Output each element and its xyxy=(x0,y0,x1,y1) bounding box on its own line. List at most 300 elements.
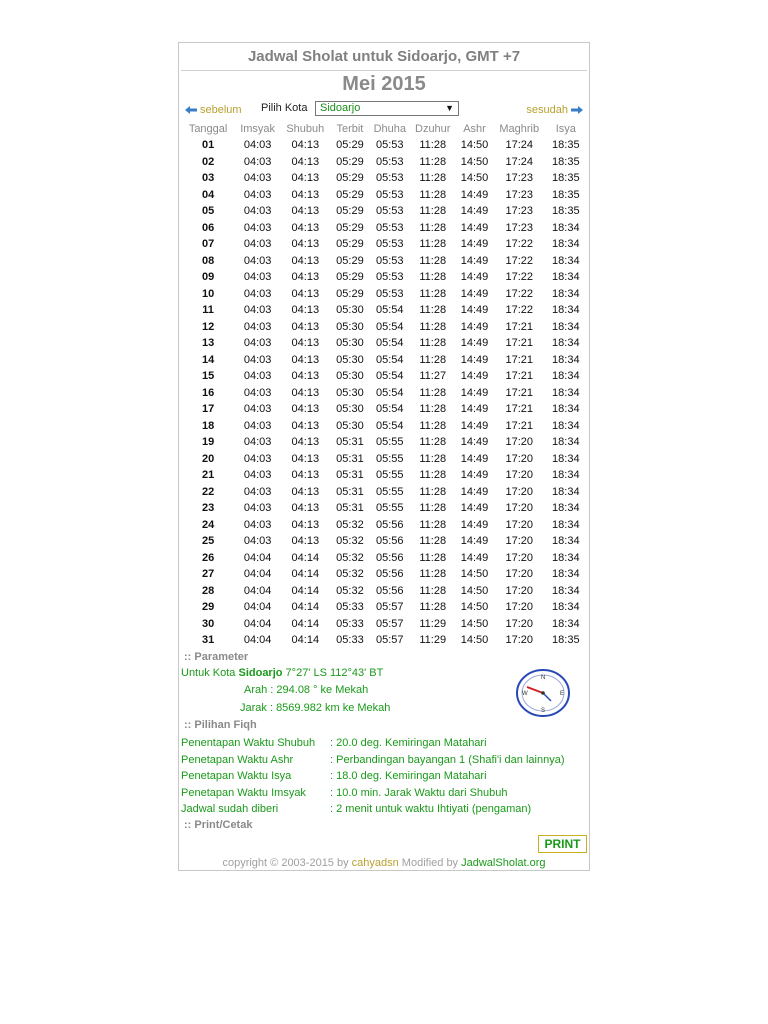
day-cell: 09 xyxy=(201,271,215,284)
time-cell: 04:13 xyxy=(291,155,320,168)
time-cell: 17:20 xyxy=(505,584,534,597)
time-cell: 14:49 xyxy=(460,452,489,465)
time-cell: 04:13 xyxy=(291,271,320,284)
copyright-text: copyright © 2003-2015 by xyxy=(222,857,352,869)
time-cell: 05:29 xyxy=(336,221,364,234)
time-cell: 04:04 xyxy=(243,584,272,597)
time-cell: 14:49 xyxy=(460,188,489,201)
time-cell: 05:32 xyxy=(336,584,364,597)
time-cell: 05:54 xyxy=(376,320,404,333)
time-cell: 14:49 xyxy=(460,320,489,333)
time-cell: 04:13 xyxy=(291,353,320,366)
time-cell: 05:30 xyxy=(336,353,364,366)
parameter-city-line xyxy=(181,667,383,679)
day-cell: 24 xyxy=(201,518,215,531)
time-cell: 14:50 xyxy=(460,568,489,581)
time-cell: 04:13 xyxy=(291,469,320,482)
time-cell: 14:49 xyxy=(460,271,489,284)
time-cell: 04:13 xyxy=(291,188,320,201)
time-cell: 18:34 xyxy=(552,568,580,581)
time-cell: 11:28 xyxy=(419,452,447,465)
time-cell: 17:22 xyxy=(505,254,534,267)
time-cell: 04:03 xyxy=(243,238,272,251)
time-cell: 05:53 xyxy=(376,155,404,168)
time-cell: 05:53 xyxy=(376,205,404,218)
table-row xyxy=(181,335,587,352)
prev-month-label: sebelum xyxy=(200,104,242,116)
time-cell: 18:34 xyxy=(552,617,580,630)
time-cell: 14:50 xyxy=(460,584,489,597)
time-cell: 17:23 xyxy=(505,205,534,218)
time-cell: 14:49 xyxy=(460,221,489,234)
time-cell: 05:53 xyxy=(376,238,404,251)
time-cell: 05:54 xyxy=(376,353,404,366)
time-cell: 04:14 xyxy=(291,601,320,614)
print-button[interactable]: PRINT xyxy=(538,835,587,853)
day-cell: 03 xyxy=(201,172,215,185)
time-cell: 11:28 xyxy=(419,551,447,564)
time-cell: 05:30 xyxy=(336,370,364,383)
time-cell: 14:49 xyxy=(460,238,489,251)
time-cell: 17:22 xyxy=(505,287,534,300)
time-cell: 04:13 xyxy=(291,205,320,218)
table-row xyxy=(181,533,587,550)
time-cell: 11:28 xyxy=(419,287,447,300)
compass-south: S xyxy=(541,708,546,714)
time-cell: 05:32 xyxy=(336,551,364,564)
time-cell: 18:34 xyxy=(552,320,580,333)
table-row xyxy=(181,352,587,369)
time-cell: 14:50 xyxy=(460,139,489,152)
arrow-right-icon xyxy=(570,105,584,115)
time-cell: 05:32 xyxy=(336,535,364,548)
table-row xyxy=(181,170,587,187)
time-cell: 11:29 xyxy=(419,617,447,630)
time-cell: 17:20 xyxy=(505,535,534,548)
time-cell: 11:29 xyxy=(419,634,447,647)
fiqh-value: : 10.0 min. Jarak Waktu dari Shubuh xyxy=(330,787,508,799)
time-cell: 17:21 xyxy=(505,386,534,399)
time-cell: 14:49 xyxy=(460,386,489,399)
time-cell: 04:13 xyxy=(291,419,320,432)
fiqh-label: Penetapan Waktu Imsyak xyxy=(181,787,306,799)
table-row xyxy=(181,319,587,336)
page-title: Jadwal Sholat untuk Sidoarjo, GMT +7 xyxy=(247,48,521,65)
city-select[interactable] xyxy=(315,101,459,116)
time-cell: 04:13 xyxy=(291,386,320,399)
time-cell: 05:56 xyxy=(376,518,404,531)
time-cell: 14:49 xyxy=(460,304,489,317)
time-cell: 18:34 xyxy=(552,221,580,234)
time-cell: 04:14 xyxy=(291,634,320,647)
fiqh-label: Penetapan Waktu Isya xyxy=(181,770,292,782)
time-cell: 18:34 xyxy=(552,584,580,597)
time-cell: 18:34 xyxy=(552,469,580,482)
time-cell: 17:21 xyxy=(505,337,534,350)
time-cell: 05:31 xyxy=(336,452,364,465)
time-cell: 04:13 xyxy=(291,403,320,416)
time-cell: 04:13 xyxy=(291,370,320,383)
column-header: Maghrib xyxy=(499,123,540,135)
time-cell: 05:57 xyxy=(376,634,404,647)
time-cell: 05:29 xyxy=(336,155,364,168)
fiqh-heading: :: Pilihan Fiqh xyxy=(184,719,257,731)
time-cell: 14:50 xyxy=(460,617,489,630)
time-cell: 18:34 xyxy=(552,238,580,251)
day-cell: 23 xyxy=(201,502,215,515)
time-cell: 05:30 xyxy=(336,419,364,432)
column-header: Isya xyxy=(555,123,576,135)
time-cell: 18:34 xyxy=(552,287,580,300)
time-cell: 05:33 xyxy=(336,634,364,647)
city-name: Sidoarjo xyxy=(238,667,283,679)
time-cell: 05:31 xyxy=(336,469,364,482)
column-header: Dhuha xyxy=(373,123,406,135)
city-select-value: Sidoarjo xyxy=(320,102,361,114)
time-cell: 18:34 xyxy=(552,353,580,366)
time-cell: 04:03 xyxy=(243,403,272,416)
time-cell: 11:28 xyxy=(419,386,447,399)
time-cell: 14:50 xyxy=(460,172,489,185)
time-cell: 17:20 xyxy=(505,551,534,564)
time-cell: 04:03 xyxy=(243,139,272,152)
time-cell: 05:29 xyxy=(336,271,364,284)
table-row xyxy=(181,401,587,418)
time-cell: 18:34 xyxy=(552,452,580,465)
time-cell: 04:03 xyxy=(243,502,272,515)
time-cell: 04:13 xyxy=(291,287,320,300)
table-row xyxy=(181,418,587,435)
time-cell: 18:35 xyxy=(552,139,580,152)
time-cell: 17:22 xyxy=(505,238,534,251)
time-cell: 11:28 xyxy=(419,518,447,531)
time-cell: 05:31 xyxy=(336,502,364,515)
compass-north: N xyxy=(541,675,546,681)
time-cell: 04:13 xyxy=(291,452,320,465)
time-cell: 18:34 xyxy=(552,485,580,498)
print-heading: :: Print/Cetak xyxy=(184,819,253,831)
time-cell: 04:14 xyxy=(291,584,320,597)
time-cell: 18:34 xyxy=(552,370,580,383)
day-cell: 16 xyxy=(201,386,215,399)
time-cell: 18:34 xyxy=(552,551,580,564)
day-cell: 13 xyxy=(201,337,215,350)
time-cell: 05:29 xyxy=(336,139,364,152)
time-cell: 04:03 xyxy=(243,320,272,333)
time-cell: 17:21 xyxy=(505,320,534,333)
day-cell: 15 xyxy=(201,370,215,383)
time-cell: 05:55 xyxy=(376,436,404,449)
time-cell: 17:20 xyxy=(505,436,534,449)
time-cell: 05:30 xyxy=(336,337,364,350)
time-cell: 05:30 xyxy=(336,320,364,333)
time-cell: 04:13 xyxy=(291,535,320,548)
day-cell: 17 xyxy=(201,403,215,416)
schedule-panel xyxy=(178,42,590,871)
table-row xyxy=(181,484,587,501)
time-cell: 04:04 xyxy=(243,617,272,630)
time-cell: 04:03 xyxy=(243,221,272,234)
column-header: Shubuh xyxy=(286,123,325,135)
time-cell: 11:28 xyxy=(419,502,447,515)
time-cell: 05:29 xyxy=(336,238,364,251)
time-cell: 11:28 xyxy=(419,535,447,548)
time-cell: 14:49 xyxy=(460,353,489,366)
time-cell: 17:22 xyxy=(505,304,534,317)
day-cell: 01 xyxy=(201,139,215,152)
fiqh-value: : 18.0 deg. Kemiringan Matahari xyxy=(330,770,487,782)
time-cell: 04:14 xyxy=(291,551,320,564)
time-cell: 11:28 xyxy=(419,419,447,432)
table-row xyxy=(181,583,587,600)
time-cell: 05:54 xyxy=(376,337,404,350)
compass-icon xyxy=(515,668,571,718)
time-cell: 11:28 xyxy=(419,485,447,498)
column-header: Tanggal xyxy=(188,123,228,135)
day-cell: 06 xyxy=(201,221,215,234)
time-cell: 04:13 xyxy=(291,485,320,498)
time-cell: 05:53 xyxy=(376,172,404,185)
column-header: Dzuhur xyxy=(415,123,451,135)
time-cell: 05:53 xyxy=(376,221,404,234)
site-link[interactable]: JadwalSholat.org xyxy=(461,857,546,869)
day-cell: 08 xyxy=(201,254,215,267)
time-cell: 04:03 xyxy=(243,188,272,201)
qibla-direction: Arah : 294.08 ° ke Mekah xyxy=(244,684,369,696)
time-cell: 05:33 xyxy=(336,617,364,630)
time-cell: 04:13 xyxy=(291,304,320,317)
time-cell: 05:53 xyxy=(376,254,404,267)
day-cell: 07 xyxy=(201,238,215,251)
time-cell: 11:28 xyxy=(419,271,447,284)
table-row xyxy=(181,137,587,154)
time-cell: 17:20 xyxy=(505,518,534,531)
time-cell: 17:20 xyxy=(505,601,534,614)
time-cell: 04:03 xyxy=(243,535,272,548)
time-cell: 11:28 xyxy=(419,254,447,267)
time-cell: 17:21 xyxy=(505,403,534,416)
time-cell: 05:55 xyxy=(376,485,404,498)
fiqh-value: : 20.0 deg. Kemiringan Matahari xyxy=(330,737,487,749)
table-header-row xyxy=(181,121,587,137)
time-cell: 04:03 xyxy=(243,485,272,498)
time-cell: 05:54 xyxy=(376,419,404,432)
prev-month-link[interactable] xyxy=(184,101,242,119)
time-cell: 05:56 xyxy=(376,535,404,548)
time-cell: 17:24 xyxy=(505,155,534,168)
time-cell: 05:55 xyxy=(376,469,404,482)
table-row xyxy=(181,500,587,517)
fiqh-value: : 2 menit untuk waktu Ihtiyati (pengaman) xyxy=(330,803,532,815)
month-title: Mei 2015 xyxy=(342,73,426,95)
time-cell: 04:04 xyxy=(243,568,272,581)
time-cell: 05:53 xyxy=(376,271,404,284)
time-cell: 05:31 xyxy=(336,436,364,449)
time-cell: 11:27 xyxy=(419,370,447,383)
table-row xyxy=(181,236,587,253)
parameter-heading: :: Parameter xyxy=(184,651,249,663)
time-cell: 14:49 xyxy=(460,419,489,432)
time-cell: 05:32 xyxy=(336,568,364,581)
time-cell: 05:30 xyxy=(336,386,364,399)
time-cell: 18:35 xyxy=(552,205,580,218)
day-cell: 21 xyxy=(201,469,215,482)
time-cell: 18:34 xyxy=(552,304,580,317)
day-cell: 12 xyxy=(201,320,215,333)
time-cell: 18:35 xyxy=(552,188,580,201)
time-cell: 05:55 xyxy=(376,452,404,465)
prayer-schedule-table xyxy=(181,121,587,649)
time-cell: 04:14 xyxy=(291,617,320,630)
table-row xyxy=(181,550,587,567)
table-row xyxy=(181,632,587,649)
time-cell: 05:56 xyxy=(376,584,404,597)
time-cell: 04:03 xyxy=(243,287,272,300)
day-cell: 29 xyxy=(201,601,215,614)
next-month-link[interactable] xyxy=(526,101,584,119)
table-row xyxy=(181,385,587,402)
time-cell: 18:34 xyxy=(552,502,580,515)
day-cell: 11 xyxy=(202,304,214,317)
table-row xyxy=(181,220,587,237)
time-cell: 04:13 xyxy=(291,337,320,350)
time-cell: 04:13 xyxy=(291,320,320,333)
table-row xyxy=(181,599,587,616)
time-cell: 14:49 xyxy=(460,436,489,449)
day-cell: 02 xyxy=(201,155,215,168)
time-cell: 11:28 xyxy=(419,205,447,218)
time-cell: 14:49 xyxy=(460,485,489,498)
time-cell: 11:28 xyxy=(419,436,447,449)
day-cell: 14 xyxy=(201,353,215,366)
time-cell: 05:31 xyxy=(336,485,364,498)
column-header: Imsyak xyxy=(240,123,276,135)
time-cell: 04:13 xyxy=(291,518,320,531)
time-cell: 05:29 xyxy=(336,205,364,218)
author-link[interactable]: cahyadsn xyxy=(351,857,399,869)
time-cell: 05:32 xyxy=(336,518,364,531)
time-cell: 11:28 xyxy=(419,188,447,201)
time-cell: 17:23 xyxy=(505,188,534,201)
compass-west: W xyxy=(522,691,528,697)
table-row xyxy=(181,467,587,484)
time-cell: 05:57 xyxy=(376,601,404,614)
table-row xyxy=(181,517,587,534)
time-cell: 11:28 xyxy=(419,139,447,152)
time-cell: 11:28 xyxy=(419,320,447,333)
time-cell: 05:29 xyxy=(336,287,364,300)
time-cell: 18:34 xyxy=(552,337,580,350)
time-cell: 04:03 xyxy=(243,452,272,465)
time-cell: 04:03 xyxy=(243,271,272,284)
time-cell: 17:20 xyxy=(505,502,534,515)
time-cell: 14:49 xyxy=(460,287,489,300)
time-cell: 14:50 xyxy=(460,601,489,614)
day-cell: 28 xyxy=(201,584,215,597)
time-cell: 18:34 xyxy=(552,403,580,416)
table-row xyxy=(181,451,587,468)
time-cell: 17:20 xyxy=(505,617,534,630)
time-cell: 04:03 xyxy=(243,370,272,383)
time-cell: 11:28 xyxy=(419,353,447,366)
time-cell: 14:50 xyxy=(460,634,489,647)
time-cell: 04:03 xyxy=(243,469,272,482)
city-coords: 7°27' LS 112°43' BT xyxy=(282,667,384,679)
time-cell: 04:03 xyxy=(243,436,272,449)
time-cell: 05:55 xyxy=(376,502,404,515)
time-cell: 18:35 xyxy=(552,172,580,185)
fiqh-label: Penentapan Waktu Shubuh xyxy=(181,737,316,749)
table-row xyxy=(181,302,587,319)
time-cell: 17:20 xyxy=(505,452,534,465)
table-row xyxy=(181,286,587,303)
time-cell: 18:34 xyxy=(552,601,580,614)
day-cell: 22 xyxy=(201,485,215,498)
time-cell: 05:29 xyxy=(336,188,364,201)
time-cell: 11:28 xyxy=(419,172,447,185)
column-header: Terbit xyxy=(336,123,364,135)
time-cell: 05:54 xyxy=(376,304,404,317)
time-cell: 14:49 xyxy=(460,403,489,416)
time-cell: 18:34 xyxy=(552,271,580,284)
column-header: Ashr xyxy=(463,123,486,135)
time-cell: 05:53 xyxy=(376,188,404,201)
time-cell: 11:28 xyxy=(419,469,447,482)
time-cell: 05:33 xyxy=(336,601,364,614)
time-cell: 11:28 xyxy=(419,584,447,597)
footer-copyright xyxy=(179,857,589,869)
time-cell: 04:04 xyxy=(243,551,272,564)
mecca-distance: Jarak : 8569.982 km ke Mekah xyxy=(240,702,391,714)
time-cell: 05:54 xyxy=(376,403,404,416)
day-cell: 20 xyxy=(201,452,215,465)
time-cell: 14:49 xyxy=(460,337,489,350)
table-row xyxy=(181,616,587,633)
table-row xyxy=(181,253,587,270)
time-cell: 04:13 xyxy=(291,139,320,152)
time-cell: 11:28 xyxy=(419,304,447,317)
time-cell: 18:35 xyxy=(552,155,580,168)
time-cell: 04:03 xyxy=(243,419,272,432)
dropdown-arrow-icon: ▼ xyxy=(445,103,454,113)
time-cell: 04:03 xyxy=(243,172,272,185)
time-cell: 05:53 xyxy=(376,287,404,300)
time-cell: 04:13 xyxy=(291,221,320,234)
day-cell: 26 xyxy=(201,551,215,564)
time-cell: 18:34 xyxy=(552,518,580,531)
time-cell: 04:13 xyxy=(291,172,320,185)
time-cell: 18:34 xyxy=(552,535,580,548)
day-cell: 19 xyxy=(201,436,215,449)
time-cell: 17:21 xyxy=(505,370,534,383)
time-cell: 04:13 xyxy=(291,238,320,251)
time-cell: 18:34 xyxy=(552,436,580,449)
city-label: Pilih Kota xyxy=(261,102,308,114)
table-row xyxy=(181,269,587,286)
day-cell: 31 xyxy=(201,634,215,647)
time-cell: 17:22 xyxy=(505,271,534,284)
time-cell: 05:29 xyxy=(336,172,364,185)
fiqh-value: : Perbandingan bayangan 1 (Shafi'i dan lainnya) xyxy=(330,754,565,766)
arrow-left-icon xyxy=(184,105,198,115)
fiqh-label: Penetapan Waktu Ashr xyxy=(181,754,294,766)
time-cell: 04:03 xyxy=(243,304,272,317)
time-cell: 05:30 xyxy=(336,403,364,416)
table-row xyxy=(181,187,587,204)
time-cell: 04:03 xyxy=(243,337,272,350)
time-cell: 14:49 xyxy=(460,518,489,531)
time-cell: 04:13 xyxy=(291,254,320,267)
